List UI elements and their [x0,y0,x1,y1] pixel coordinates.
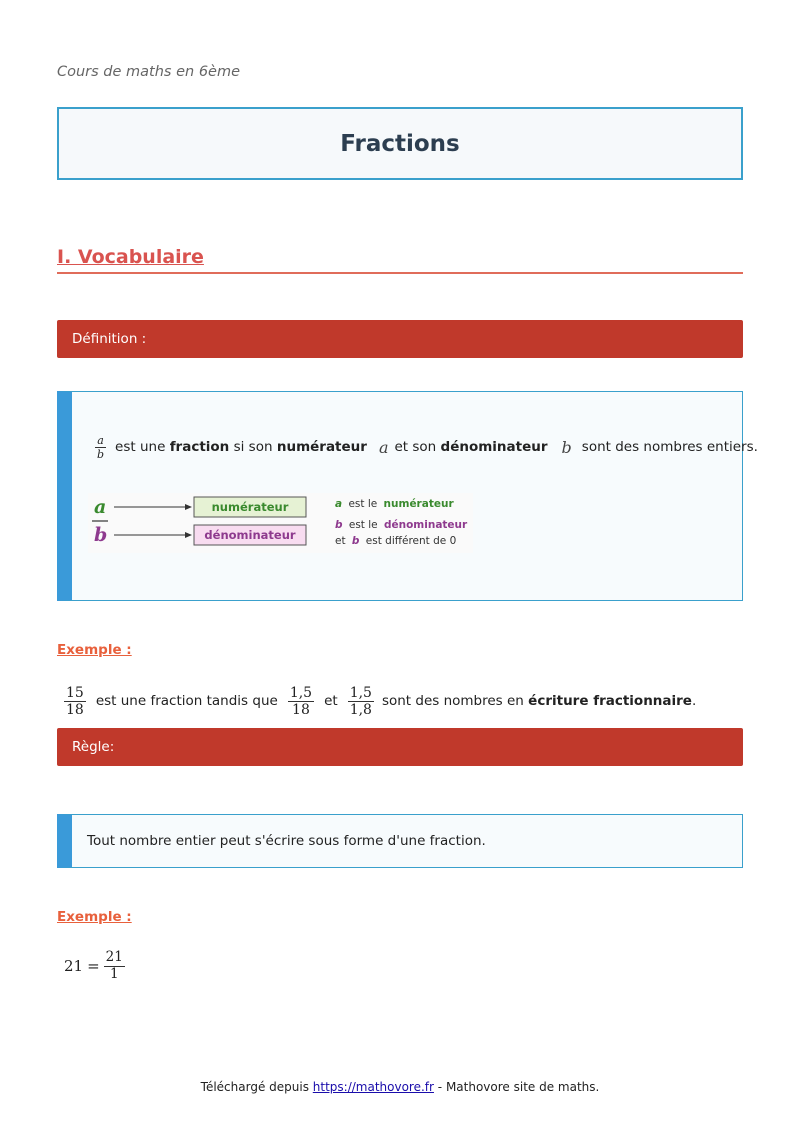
fraction-1-5-1-8: $\frac{1,5}{1,8}$ [349,684,372,718]
fraction-15-18: $\frac{15}{18}$ [66,684,84,718]
title-box [57,107,743,180]
legend-line-a: a est le numérateur [335,498,454,510]
regle-callout [57,814,743,868]
regle-text: Tout nombre entier peut s'écrire sous forme d'une fraction. [87,833,486,849]
legend-line-b: b est le dénominateur [335,519,468,531]
denominateur-box-label: dénominateur [204,528,296,542]
fraction-diagram-svg [88,493,473,553]
course-subtitle: Cours de maths en 6ème [57,64,241,80]
footer: Téléchargé depuis https://mathovore.fr - Mathovore site de maths. [200,1080,600,1094]
definition-label: Définition : [72,331,147,347]
exemple-title-1: Exemple : [57,642,132,658]
regle-label: Règle: [72,739,115,755]
fraction-21-1: $\frac{21}{1}$ [105,949,123,982]
arrow-head-icon [185,504,192,510]
section-title: I. Vocabulaire [57,246,204,268]
fraction-diagram [88,493,473,553]
numerateur-box-label: numérateur [211,500,289,514]
exemple-title-2: Exemple : [57,909,132,925]
diagram-letter-b: b [94,524,108,546]
exemple-2-equation: 21 = $\frac{21}{1}$ [64,949,123,982]
fraction-1-5-18: $\frac{1,5}{18}$ [289,684,313,718]
definition-banner [57,320,743,358]
exemple-1-text: $\frac{15}{18}$ est une fraction tandis que $\frac{1,5}{18}$ et $\frac{1,5}{1,8}$ sont des nombres en écriture fractionnaire . [66,684,697,718]
regle-banner [57,728,743,766]
page-title: Fractions [340,130,460,157]
fraction-a-over-b: $\frac{a}{b}$ [97,433,105,461]
diagram-letter-a: a [94,496,107,518]
arrow-head-icon [185,532,192,538]
legend-line-c: et b est différent de 0 [335,535,457,547]
footer-link[interactable]: https://mathovore.fr [312,1080,434,1094]
section-heading [57,246,743,274]
definition-text: $\frac{a}{b}$ est une fraction si son numérateur a et son dénominateur b sont des nombres entiers. [97,433,758,461]
